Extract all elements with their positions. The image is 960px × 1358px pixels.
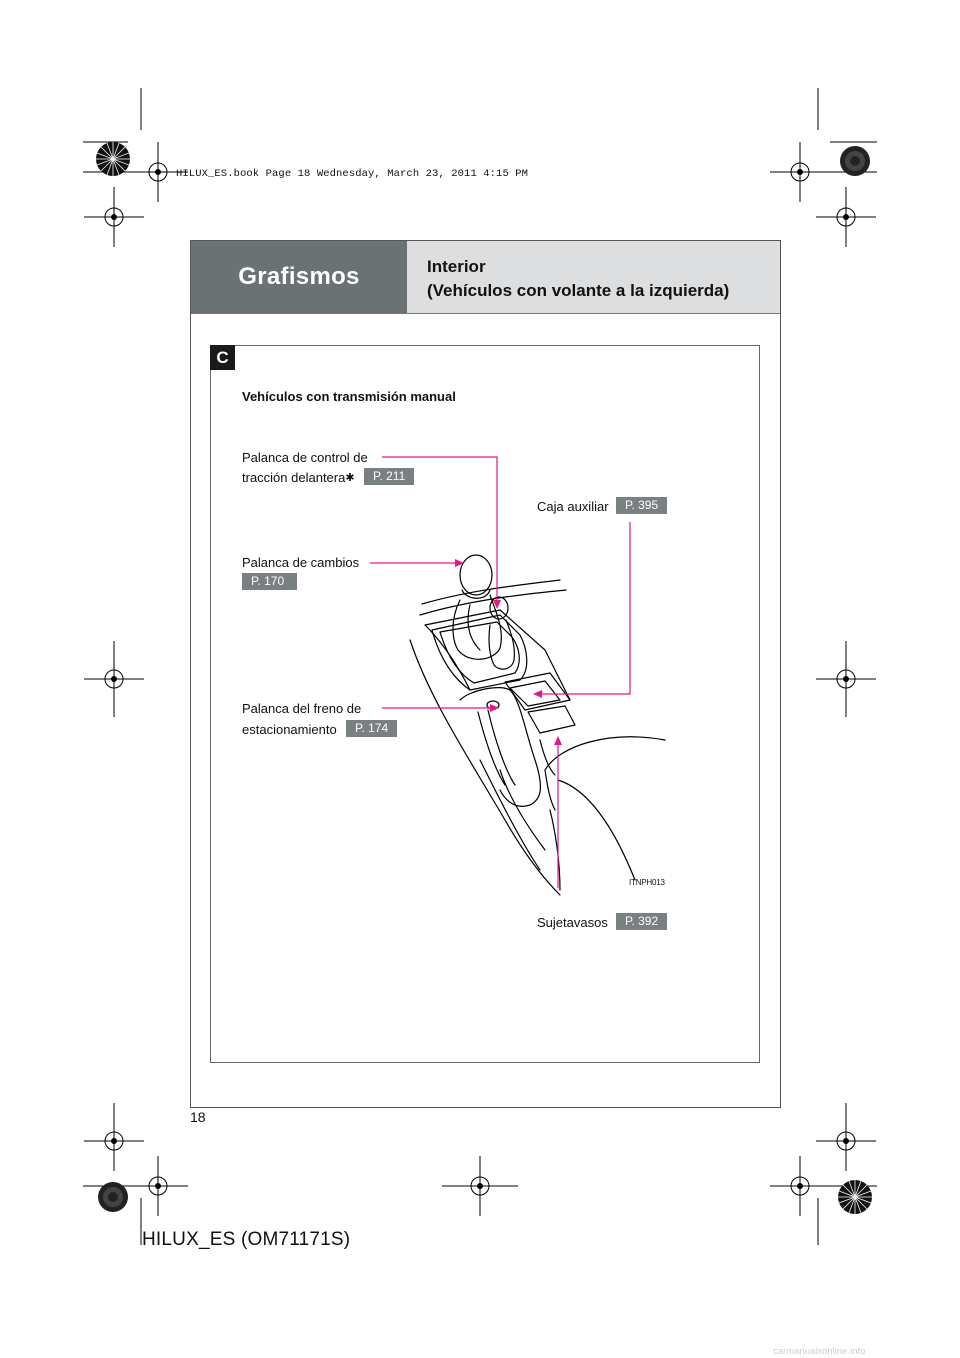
illustration-subtitle: Vehículos con transmisión manual xyxy=(242,389,456,404)
image-code: ITNPH013 xyxy=(629,878,665,887)
page-title-line1: Interior xyxy=(427,257,486,276)
model-code: HILUX_ES (OM71171S) xyxy=(142,1229,351,1250)
parking-brake-ref[interactable]: P. 174 xyxy=(346,720,397,737)
cup-holders-ref[interactable]: P. 392 xyxy=(616,913,667,930)
parking-brake-label-line1: Palanca del freno de xyxy=(242,701,362,716)
page-title-line2: (Vehículos con volante a la izquierda) xyxy=(427,281,730,300)
asterisk-icon: ✱ xyxy=(345,472,355,484)
section-letter-badge: C xyxy=(210,345,235,370)
cup-holders-label: Sujetavasos xyxy=(537,915,608,930)
shift-lever-ref[interactable]: P. 170 xyxy=(242,573,297,590)
front-drive-lever-ref[interactable]: P. 211 xyxy=(364,468,414,485)
parking-brake-label-line2: estacionamiento xyxy=(242,722,337,737)
section-tab: Grafismos xyxy=(191,241,407,313)
watermark: carmanualsonline.info xyxy=(773,1346,866,1357)
aux-box-label: Caja auxiliar xyxy=(537,499,609,514)
front-drive-lever-label xyxy=(242,470,355,486)
page-number: 18 xyxy=(190,1109,206,1125)
shift-lever-label: Palanca de cambios xyxy=(242,555,360,570)
print-info-line: HILUX_ES.book Page 18 Wednesday, March 23, 2011 4:15 PM xyxy=(176,168,529,180)
callout-lines xyxy=(370,457,630,888)
aux-box-ref[interactable]: P. 395 xyxy=(616,497,667,514)
front-drive-lever-label-line1: Palanca de control de xyxy=(242,450,368,465)
front-drive-lever-label-line2: tracción delantera xyxy=(242,470,346,485)
